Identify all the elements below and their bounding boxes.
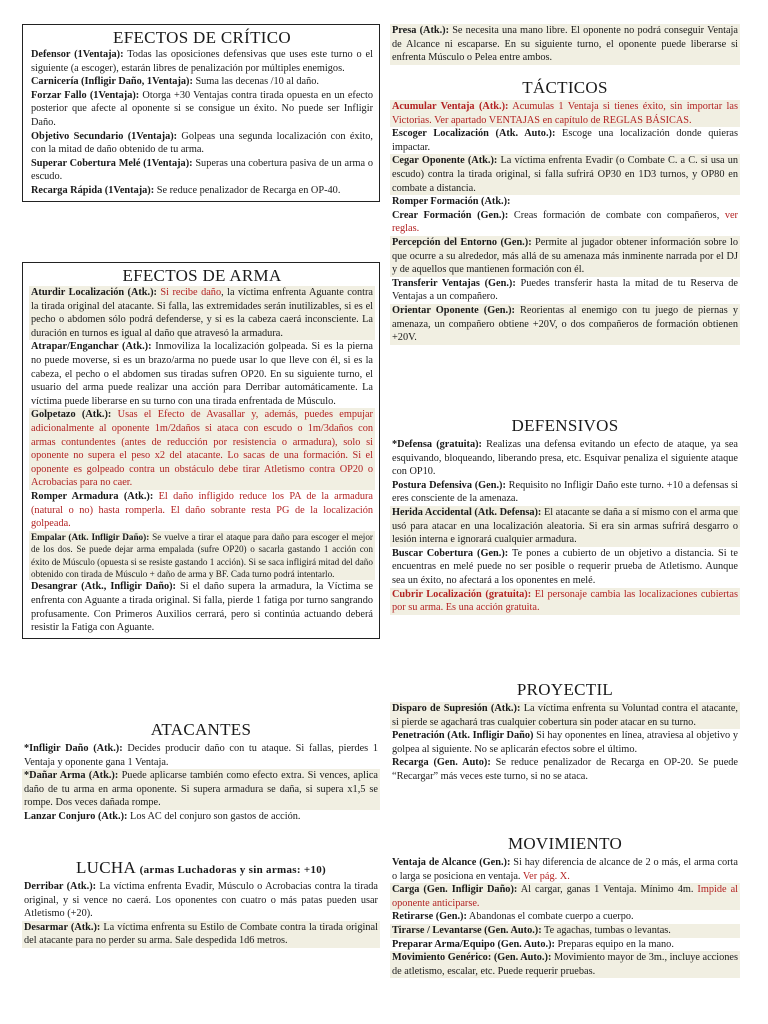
atacantes-section — [22, 720, 380, 824]
critico-item: Objetivo Secundario (1Ventaja): Golpeas una segunda localización con éxito, con la mitad de daño obtenido de tu arma. — [31, 130, 373, 156]
arma-item-desangrar: Desangrar (Atk., Infligir Daño): Si el daño supera la armadura, la Víctima se enfrenta con Aguante a tirada original. Si falla, pierde 1 fatiga por turno sangrando profusamente. Con Primeros Auxilios cerrará, pero si continúa actuando deberá resistir la Fatiga con Aguante. — [31, 581, 373, 634]
proyectil-item: Recarga (Gen. Auto): Se reduce penalizador de Recarga en OP-20. Se puede “Recargar” más veces este turno, si no se ataca. — [392, 757, 738, 782]
defensivos-item-cubrir: Cubrir Localización (gratuita): El personaje cambia las localizaciones cubiertas por su arma. Es una acción gratuita. — [392, 588, 738, 614]
lucha-subtitle: (armas Luchadoras y sin armas: +10) — [139, 864, 327, 876]
critico-box — [22, 24, 380, 202]
tacticos-item-orientar: Orientar Oponente (Gen.): Reorientas al enemigo con tu juego de piernas y amenaza, un compañero obtiene +20V, o dos compañeros de formación obtienen +20V. — [392, 304, 738, 344]
tacticos-item-escoger: Escoger Localización (Atk. Auto.): Escoge una localización donde quieras impactar. — [392, 128, 738, 153]
defensivos-title: DEFENSIVOS — [511, 416, 619, 435]
arma-title: EFECTOS DE ARMA — [122, 266, 282, 285]
defensivos-section — [390, 416, 740, 615]
lucha-title: LUCHA (armas Luchadoras y sin armas: +10) — [75, 858, 327, 877]
movimiento-item: Tirarse / Levantarse (Gen. Auto.): Te agachas, tumbas o levantas. — [390, 924, 740, 938]
proyectil-title: PROYECTIL — [516, 680, 614, 699]
lucha-item: Desarmar (Atk.): La víctima enfrenta su Estilo de Combate contra la tirada original del atacante para no perder su arma. Sale despedida 1d6 metros. — [24, 921, 378, 947]
defensivos-item-defensa: *Defensa (gratuita): Realizas una defensa evitando un efecto de ataque, ya sea esquivando, bloqueando, liberando presa, etc. Esquivar penaliza el siguiente ataque con OP10. — [392, 439, 738, 478]
tacticos-item-transferir: Transferir Ventajas (Gen.): Puedes transferir hasta la mitad de tu Reserva de Ventajas a un compañero. — [392, 277, 738, 303]
movimiento-title: MOVIMIENTO — [507, 834, 623, 853]
critico-item: Carnicería (Infligir Daño, 1Ventaja): Suma las decenas /10 al daño. — [31, 76, 319, 88]
arma-item-atrapar: Atrapar/Enganchar (Atk.): Inmoviliza la localización golpeada. Si es la pierna no puede moverse, si es un brazo/arma no puede usar lo que lleve con él, si es la cabeza, el pecho o el abdomen sus tiradas sufren OP20. En su siguiente turno, el usuario del arma puede realizar una acción para Derribar automáticamente. La víctima puede liberarse en su turno con una tirada enfrentada de Músculo. — [31, 341, 373, 407]
tacticos-item-percepcion: Percepción del Entorno (Gen.): Permite al jugador obtener información sobre lo que ocurre a su alrededor, más allá de su amenaza más inminente narrada por el DJ y de aquellos que mantienen formación con él. — [392, 236, 738, 276]
defensivos-item-buscar: Buscar Cobertura (Gen.): Te pones a cubierto de un objetivo a distancia. Si te encuentras en melé puede no ser posible o requerir prueba de Atletismo. Aunque sea un éxito, no afectará a los oponentes en melé. — [392, 547, 738, 586]
arma-item-aturdir: Aturdir Localización (Atk.): Si recibe daño, la víctima enfrenta Aguante contra la tirada original del atacante. Si falla, las extremidades serán inutilizables, si es el pecho o abdomen sólo podrá defenderse, y si es la cabeza caerá inconsciente. La duración en turnos es igual al daño que atravesó la armadura. — [31, 287, 374, 339]
critico-title: EFECTOS DE CRÍTICO — [113, 28, 291, 47]
movimiento-item: Movimiento Genérico: (Gen. Auto.): Movimiento mayor de 3m., incluye acciones de atletismo, escalar, etc. Puede requerir pruebas. — [392, 952, 738, 977]
defensivos-item-herida: Herida Accidental (Atk. Defensa): El atacante se daña a sí mismo con el arma que usó para atacar en una localización aleatoria. Si era sin armas sufrirá desgarro o lesión interna e ignorará cualquier armadura. — [392, 506, 738, 546]
movimiento-item-carga: Carga (Gen. Infligir Daño): Al cargar, ganas 1 Ventaja. Mínimo 4m. Impide al oponente anticiparse. — [392, 884, 739, 909]
lucha-section — [22, 858, 380, 948]
arma-item-romper: Romper Armadura (Atk.): El daño infligido reduce los PA de la armadura (natural o no) hasta romperla. El daño sobrante resta PG de la localización golpeada. — [31, 490, 373, 530]
defensivos-item-postura: Postura Defensiva (Gen.): Requisito no Infligir Daño este turno. +10 a defensas si eres consciente de la amenaza. — [392, 479, 738, 505]
tacticos-item-acumular: Acumular Ventaja (Atk.): Acumulas 1 Ventaja si tienes éxito, sin importar las Victorias. Ver apartado VENTAJAS en capítulo de REGLAS BÁSICAS. — [392, 101, 738, 126]
atacantes-item: Lanzar Conjuro (Atk.): Los AC del conjuro son gastos de acción. — [24, 810, 301, 822]
atacantes-title: ATACANTES — [150, 720, 252, 739]
critico-item: Superar Cobertura Melé (1Ventaja): Superas una cobertura pasiva de un arma o escudo. — [31, 157, 374, 183]
presa-item: Presa (Atk.): Se necesita una mano libre. El oponente no podrá conseguir Ventaja de Alcance ni escaparse. En su siguiente turno, el oponente puede liberarse si enfrenta Músculo o Pelea entre ambos. — [392, 25, 738, 64]
tacticos-item-romper-formacion: Romper Formación (Atk.): — [392, 196, 511, 208]
arma-box — [22, 262, 380, 639]
tacticos-title: TÁCTICOS — [522, 78, 608, 97]
lucha-item: Derribar (Atk.): La víctima enfrenta Evadir, Músculo o Acrobacias contra la tirada original, y si vence no caerá. Los oponentes con cuatro o más patas pueden usar Atletismo (+20). — [24, 881, 378, 920]
arma-item-empalar: Empalar (Atk. Infligir Daño): Se vuelve a tirar el ataque para daño para escoger el mejor de los dos. Se puede dejar arma empalada (sufre OP20) o sacarla gastando 1 acción con éxito de Músculo (opuesta si se resiste gastando 1 acción). Si se saca infligirá mitad del daño obtenido con tirada de Músculo + daño de arma y BF. Cada turno podrá intentarlo. — [31, 531, 373, 579]
movimiento-item: Preparar Arma/Equipo (Gen. Auto.): Preparas equipo en la mano. — [392, 938, 674, 950]
critico-item: Recarga Rápida (1Ventaja): Se reduce penalizador de Recarga en OP-40. — [31, 184, 341, 196]
movimiento-section — [390, 834, 740, 978]
atacantes-item: *Infligir Daño (Atk.): Decides producir daño con tu ataque. Si fallas, pierdes 1 Ventaja y oponente gana 1 Ventaja. — [24, 743, 378, 768]
proyectil-item: Disparo de Supresión (Atk.): La víctima enfrenta su Voluntad contra el atacante, si pierde se agachará tras cualquier cobertura sin poder atacar en su turno. — [392, 703, 739, 728]
movimiento-item: Retirarse (Gen.): Abandonas el combate cuerpo a cuerpo. — [392, 911, 634, 923]
arma-item-golpetazo: Golpetazo (Atk.): Usas el Efecto de Avasallar y, además, puedes empujar adicionalmente al oponente 1m/2daños si ataca con escudo o 1m/3daños con armas contundentes (antes de reducción por resistencia o armadura), solo si oponente no supera el peso x2 del atacante. Lo sacas de una formación. Si el oponente es golpeado contra un obstáculo debe tirar Atletismo contra OP20 o Acrobacias para no caer. — [31, 409, 373, 489]
critico-item: Defensor (1Ventaja): Todas las oposiciones defensivas que uses este turno o el siguiente (a escoger), estarán libres de penalización por múltiples enemigos. — [31, 49, 373, 74]
critico-item: Forzar Fallo (1Ventaja): Otorga +30 Ventajas contra tirada opuesta en un efecto posterior que afecte al oponente si se consigue un éxito. No puede ser Infligir Daño. — [31, 89, 373, 128]
movimiento-item-ventaja: Ventaja de Alcance (Gen.): Si hay diferencia de alcance de 2 o más, el arma corta o larga se posiciona en ventaja. Ver pág. X. — [392, 857, 738, 882]
atacantes-item: *Dañar Arma (Atk.): Puede aplicarse también como efecto extra. Si vences, aplica daño de tu arma en arma oponente. Si supera armadura se daña, si supera x1,5 se rompe. Dos veces dañada rompe. — [24, 770, 378, 809]
tacticos-section — [390, 78, 740, 345]
tacticos-item-crear: Crear Formación (Gen.): Creas formación de combate con compañeros, ver reglas. — [392, 209, 738, 235]
proyectil-section — [390, 680, 740, 784]
tacticos-item-cegar: Cegar Oponente (Atk.): La víctima enfrenta Evadir (o Combate C. a C. si usa un escudo) contra la tirada original, si falla sufrirá OP30 en 1D3 turnos, y OP80 en combate a distancia. — [392, 155, 738, 194]
proyectil-item: Penetración (Atk. Infligir Daño) Si hay oponentes en línea, atraviesa al objetivo y golpea al siguiente. No se aplicarán efectos sobre el último. — [392, 730, 738, 755]
